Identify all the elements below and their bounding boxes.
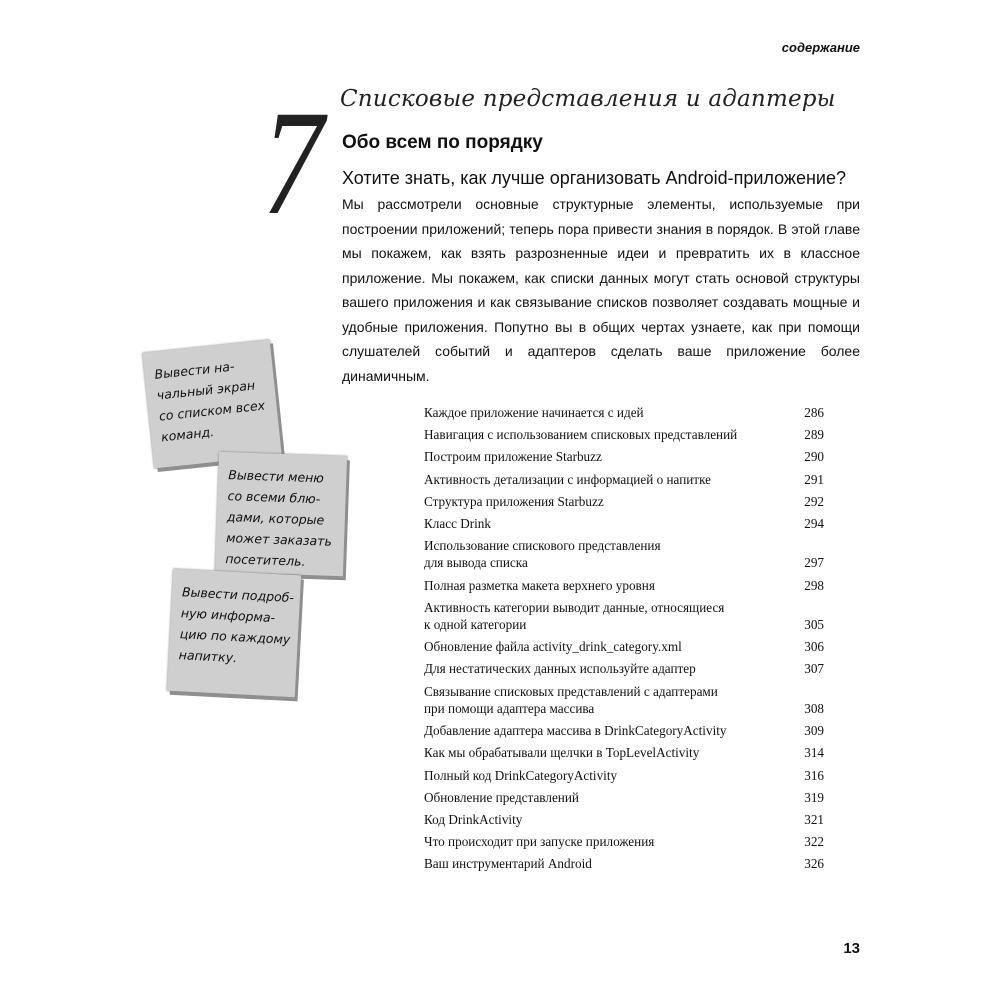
- note-line: Вывести подроб-: [181, 584, 295, 606]
- toc-entry-title: [424, 471, 711, 488]
- toc-entry[interactable]: [424, 660, 824, 677]
- sticky-note-home-screen: [142, 340, 281, 469]
- toc-entry-title-line: Обновление файла activity_drink_category.xml: [424, 639, 682, 655]
- toc-entry[interactable]: [424, 789, 824, 806]
- toc-entry-page: 305: [804, 617, 824, 633]
- toc-entry[interactable]: [424, 599, 824, 634]
- toc-entry-title-line: при помощи адаптера массива: [424, 700, 595, 716]
- toc-entry-title-line: Ваш инструментарий Android: [424, 856, 592, 872]
- toc-entry-page: 294: [804, 515, 824, 531]
- toc-entry-title: [424, 515, 491, 532]
- toc-entry-title-line: Обновление представлений: [424, 789, 579, 805]
- toc-entry-page: 291: [804, 471, 824, 487]
- toc-entry-title-line: Использование спискового представления: [424, 538, 661, 554]
- toc-entry-title-line: Что происходит при запуске приложения: [424, 834, 655, 850]
- toc-entry-title: [424, 744, 699, 761]
- note-line: ную информа-: [180, 605, 276, 626]
- toc-entry-page: 309: [804, 723, 824, 739]
- toc-entry-page: 289: [804, 427, 824, 443]
- lead-question: Хотите знать, как лучше организовать Android-приложение?: [342, 168, 846, 188]
- toc-entry[interactable]: [424, 515, 824, 532]
- chapter-title: Списковые представления и адаптеры: [340, 86, 836, 112]
- toc-entry-title: [424, 722, 727, 739]
- sticky-note-menu: [215, 452, 347, 576]
- toc-entry[interactable]: [424, 577, 824, 594]
- toc-entry[interactable]: [424, 493, 824, 510]
- toc-entry-page: 286: [804, 405, 824, 420]
- note-line: цию по каждому: [179, 626, 291, 647]
- toc-entry-title-line: Полная разметка макета верхнего уровня: [424, 577, 655, 593]
- toc-entry-title-line: для вывода списка: [424, 555, 528, 571]
- toc-entry-title-line: Код DrinkActivity: [424, 811, 523, 827]
- toc-entry[interactable]: [424, 722, 824, 739]
- running-head: содержание: [781, 40, 860, 55]
- toc-entry-page: 322: [804, 834, 824, 850]
- toc-entry-title-line: Активность категории выводит данные, относящиеся: [424, 599, 725, 615]
- toc-entry-title-line: Активность детализации с информацией о напитке: [424, 471, 712, 487]
- note-line: напитку.: [178, 647, 238, 666]
- toc-entry-title: [424, 537, 661, 572]
- toc-entry-page: 314: [804, 745, 824, 761]
- toc-entry-title-line: Структура приложения Starbuzz: [424, 493, 604, 509]
- toc-entry-title-line: Для нестатических данных используйте адаптер: [424, 661, 696, 677]
- toc-entry[interactable]: [424, 767, 824, 784]
- toc-entry-title: [424, 811, 522, 828]
- note-line: со всеми блю-: [227, 488, 321, 507]
- toc-entry[interactable]: [424, 404, 824, 421]
- toc-entry-title: [424, 855, 592, 872]
- toc-entry[interactable]: [424, 683, 824, 718]
- toc-entry-title: [424, 599, 724, 634]
- toc-entry[interactable]: [424, 426, 824, 443]
- toc-entry-page: 290: [804, 449, 824, 465]
- toc-entry-title-line: Связывание списковых представлений с адаптерами: [424, 683, 718, 699]
- chapter-intro: Мы рассмотрели основные структурные элементы, используемые при построении приложений; теперь пора привести знания в порядок. В этой главе мы покажем, как взять разрозненные идеи и превратить их в классное приложение. Мы покажем, как списки данных могут стать основой структуры вашего приложения и как связывание списков позволяет создавать мощные и удобные приложения. Попутно вы в общих чертах узнаете, как при помощи слушателей событий и адаптеров сделать ваше приложение более динамичным.: [342, 196, 860, 384]
- toc-entry-title-line: Как мы обрабатывали щелчки в TopLevelActivity: [424, 745, 700, 761]
- toc-entry-title: [424, 577, 655, 594]
- toc-entry-title-line: Класс Drink: [424, 515, 491, 531]
- toc-entry-title-line: Полный код DrinkCategoryActivity: [424, 767, 618, 783]
- note-line: чальный экран: [155, 377, 256, 403]
- note-line: со списком всех: [158, 397, 266, 424]
- toc-entry-page: 321: [804, 811, 824, 827]
- toc-entry-page: 298: [804, 577, 824, 593]
- note-line: дами, которые: [226, 509, 325, 528]
- toc-entry-title: [424, 404, 644, 421]
- toc-entry-page: 316: [804, 767, 824, 783]
- toc-entry-title: [424, 426, 737, 443]
- toc-entry-title-line: Навигация с использованием списковых представлений: [424, 427, 738, 443]
- toc-entry[interactable]: [424, 537, 824, 572]
- table-of-contents: [424, 404, 824, 877]
- toc-entry-title: [424, 493, 604, 510]
- toc-entry-title: [424, 638, 682, 655]
- note-line: Вывести меню: [228, 467, 325, 486]
- toc-entry-title: [424, 683, 718, 718]
- toc-entry[interactable]: [424, 471, 824, 488]
- toc-entry-page: 307: [804, 661, 824, 677]
- toc-entry-page: 297: [804, 555, 824, 571]
- note-line: команд.: [160, 423, 215, 445]
- note-line: посетитель.: [225, 551, 306, 569]
- toc-entry-title-line: Построим приложение Starbuzz: [424, 449, 602, 465]
- toc-entry[interactable]: [424, 855, 824, 872]
- toc-entry[interactable]: [424, 744, 824, 761]
- toc-entry-title-line: Каждое приложение начинается с идей: [424, 405, 644, 420]
- toc-entry[interactable]: [424, 448, 824, 465]
- note-line: Вывести на-: [153, 358, 236, 382]
- toc-entry-title: [424, 660, 696, 677]
- note-line: может заказать: [225, 530, 333, 549]
- toc-entry[interactable]: [424, 833, 824, 850]
- sticky-note-drink-details: [167, 569, 301, 698]
- toc-entry-title: [424, 767, 617, 784]
- chapter-number: 7: [262, 80, 324, 246]
- toc-entry-page: 292: [804, 493, 824, 509]
- toc-entry-title: [424, 448, 602, 465]
- toc-entry-page: 319: [804, 789, 824, 805]
- toc-entry[interactable]: [424, 811, 824, 828]
- toc-entry-title-line: к одной категории: [424, 617, 527, 633]
- toc-entry-title-line: Добавление адаптера массива в DrinkCategoryActivity: [424, 723, 727, 739]
- toc-entry-page: 306: [804, 639, 824, 655]
- toc-entry-title: [424, 789, 579, 806]
- toc-entry-page: 326: [804, 856, 824, 872]
- toc-entry-title: [424, 833, 654, 850]
- toc-entry[interactable]: [424, 638, 824, 655]
- chapter-subtitle: Обо всем по порядку: [342, 132, 543, 153]
- page-number: 13: [843, 940, 860, 957]
- toc-entry-page: 308: [804, 700, 824, 716]
